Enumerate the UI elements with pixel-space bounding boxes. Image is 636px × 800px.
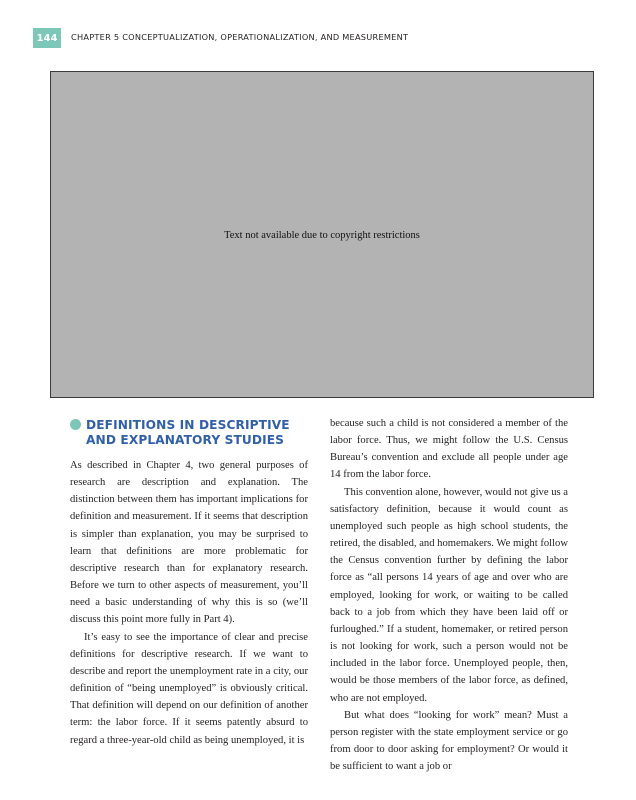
paragraph: because such a child is not considered a member of the labor force. Thus, we might follow the U.S. Census Bureau’s convention and exclude all people under age 14 from the labor force. [330,418,568,481]
section-heading-line-1: DEFINITIONS IN DESCRIPTIVE [86,418,290,432]
bullet-dot-icon [70,419,81,430]
right-column [330,415,568,775]
paragraph: As described in Chapter 4, two general purposes of research are description and explanation. The distinction between them has important implications for definition and measurement. If it seems that description is simpler than explanation, you may be surprised to learn that definitions are more problematic for descriptive research than for explanatory research. Before we turn to other aspects of measurement, you’ll need a basic understanding of why this is so (we’ll discuss this point more fully in Part 4). [70,460,308,626]
section-heading [70,418,308,448]
paragraph: This convention alone, however, would not give us a satisfactory definition, because it would count as unemployed such people as high school students, the retired, the disabled, and homemakers. We might follow the Census convention further by defining the labor force as “all persons 14 years of age and over who are employed, looking for work, or waiting to be called back to a job from which they have been laid off or furloughed.” If a student, homemaker, or retired person is not looking for work, such a person would not be included in the labor force. Unemployed people, then, would be those members of the labor force, as defined, who are not employed. [330,486,568,704]
paragraph: But what does “looking for work” mean? Must a person register with the state employment service or go from door to door asking for employment? Or would it be sufficient to want a job or [330,709,568,773]
left-column [70,418,308,749]
section-heading-line-2: AND EXPLANATORY STUDIES [86,433,285,447]
paragraph: It’s easy to see the importance of clear and precise definitions for descriptive research. If we want to describe and report the unemployment rate in a city, our definition of “being unemployed” is obviously critical. That definition will depend on our definition of another term: the labor force. If it seems patently absurd to regard a three-year-old child as being unemployed, it is [70,631,308,746]
page-number: 144 [33,28,61,48]
running-head: CHAPTER 5 CONCEPTUALIZATION, OPERATIONALIZATION, AND MEASUREMENT [71,32,409,42]
placeholder-text: Text not available due to copyright restrictions [224,230,420,241]
copyright-placeholder [50,71,594,398]
